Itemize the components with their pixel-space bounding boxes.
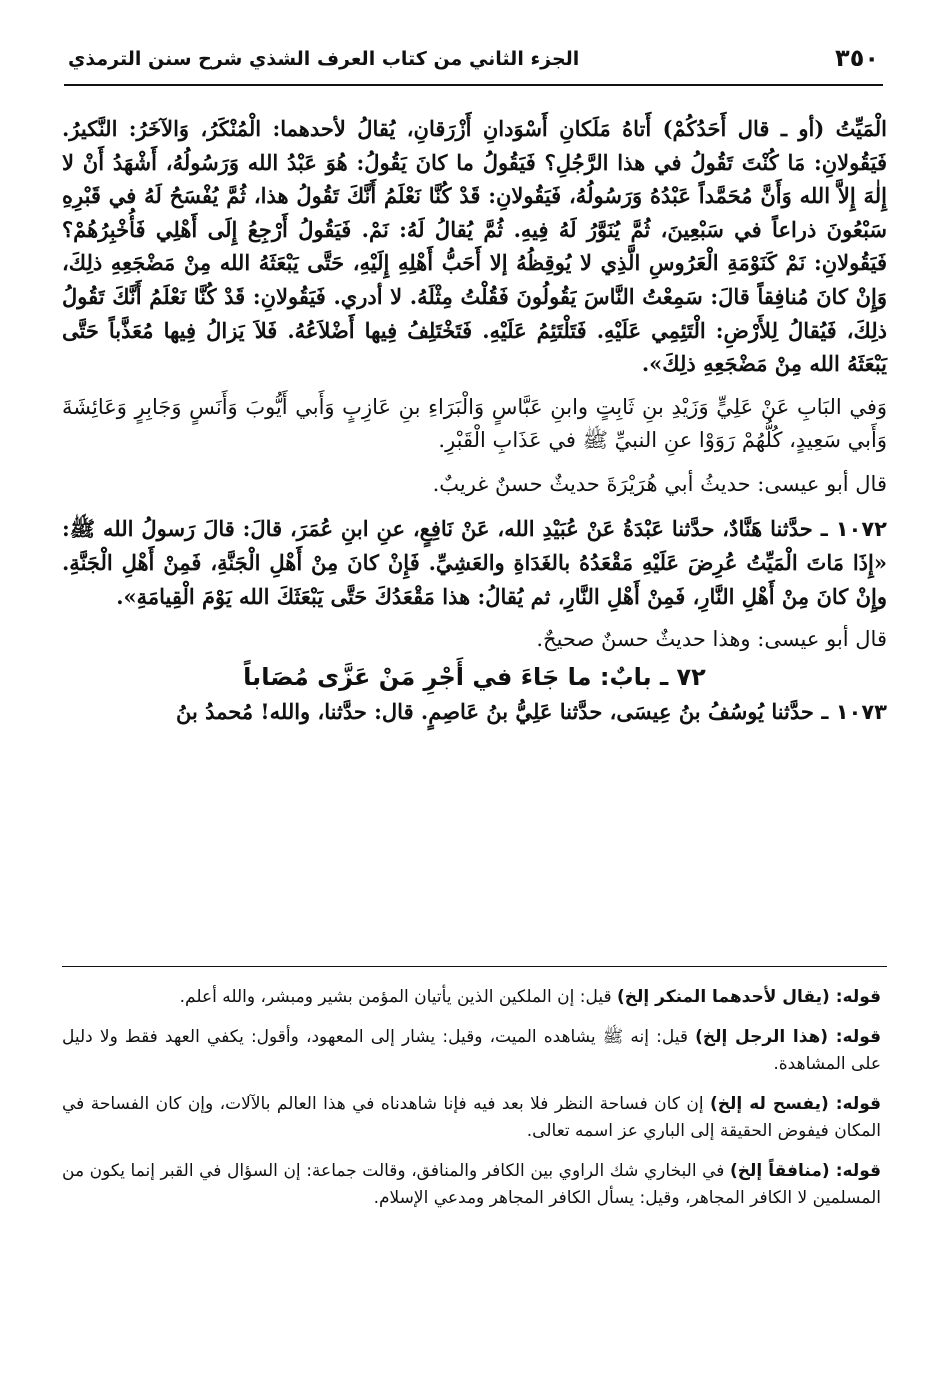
hadith-text: هَنَّادٌ، حدَّثنا عَبْدَةُ عَنْ عُبَيْدِ الله، عَنْ نَافِعٍ، عنِ ابنِ عُمَرَ، قالَ: قالَ رَسولُ الله ﷺ: «إِذَا مَاتَ الْمَيِّتُ عُرِضَ عَلَيْهِ مَقْعَدُهُ بالغَدَاةِ والعَشِيِّ. فَإِنْ كانَ مِنْ أَهْلِ الْجَنَّةِ، فَمِنْ أَهْلِ الْجَنَّةِ. وإِنْ كانَ مِنْ أَهْلِ النَّارِ، فَمِنْ أَهْلِ النَّارِ، ثم يُقالُ: هذا مَقْعَدُكَ حَتَّى يَبْعَثَكَ الله يَوْمَ الْقِيامَةِ». bbox=[62, 515, 887, 609]
hadith-1073 bbox=[62, 695, 887, 730]
hadith-continuation: الْمَيِّتُ (أو ـ قال أَحَدُكُمْ) أَتاهُ مَلَكانِ أَسْوَدانِ أَزْرَقانِ، يُقالُ لأحدهما: الْمُنْكَرُ، وَالآخَرُ: النَّكيرُ. فَيَقُولانِ: مَا كُنْتَ تَقُولُ في هذا الرَّجُلِ؟ فَيَقُولُ ما كانَ يَقُولُ: هُوَ عَبْدُ الله وَرَسُولُهُ، أَشْهَدُ أَنْ لا إِلٰهَ إِلاَّ الله وَأَنَّ مُحَمَّداً عَبْدُهُ وَرَسُولُهُ، فَيَقُولانِ: قَدْ كُنَّا نَعْلَمُ أَنَّكَ تَقُولُ هذا، ثُمَّ يُفْسَحُ لَهُ في قَبْرِهِ سَبْعُونَ ذراعاً في سَبْعِينَ، ثُمَّ يُنَوَّرُ لَهُ فِيهِ. ثُمَّ يُقالُ لَهُ: نَمْ. فَيَقُولُ أَرْجِعُ إِلَى أَهْلِي فَأُخْبِرُهُمْ؟ فَيَقُولانِ: نَمْ كَنَوْمَةِ الْعَرُوسِ الَّذِي لا يُوقِظُهُ إلا أَحَبُّ أَهْلِهِ إِلَيْهِ، حَتَّى يَبْعَثَهُ الله مِنْ مَضْجَعِهِ ذلِكَ، وَإِنْ كانَ مُنافِقاً قالَ: سَمِعْتُ النَّاسَ يَقُولُونَ فَقُلْتُ مِثْلَهُ. لا أدري. فَيَقُولانِ: قَدْ كُنَّا نَعْلَمُ أَنَّكَ تَقُولُ ذلِكَ، فَيُقالُ لِلأَرْضِ: الْتَئِمِي عَلَيْهِ. فَتَلْتَئِمُ عَلَيْهِ. فَتَخْتَلِفُ فِيها أَضْلاَعُهُ. فَلاَ يَزالُ فِيها مُعَذَّباً حَتَّى يَبْعَثَهُ الله مِنْ مَضْجَعِهِ ذلِكَ». bbox=[62, 116, 887, 377]
commentary-note bbox=[62, 1091, 881, 1146]
running-title: الجزء الثاني من كتاب العرف الشذي شرح سنن الترمذي bbox=[68, 48, 580, 70]
page-header bbox=[64, 40, 883, 86]
hadith-lead-word: حدَّثنا bbox=[770, 515, 813, 541]
note-lead: قوله: (منافقاً إلخ) bbox=[729, 1160, 881, 1181]
commentary-note bbox=[62, 1158, 881, 1213]
hadith-lead-word: حدَّثنا bbox=[771, 698, 814, 724]
note-text: إن كان فساحة النظر فلا بعد فيه فإنا شاهدناه في هذا العالم بالآلات، وإن كان الفساحة في المكان فيفوض الحقيقة إلى الباري عز اسمه تعالى. bbox=[62, 1093, 881, 1142]
note-lead: قوله: (يقال لأحدهما المنكر إلخ) bbox=[616, 987, 881, 1007]
chapter-references: وَفي البَابِ عَنْ عَلِيٍّ وَزَيْدِ بنِ ثَابِتٍ وابنِ عَبَّاسٍ وَالْبَرَاءِ بنِ عَازِبٍ وَأَبي أَيُّوبَ وَأَنَسٍ وَجَابِرٍ وَعَائِشَةَ وَأَبي سَعِيدٍ، كُلُّهُمْ رَوَوْا عنِ النبيِّ ﷺ في عَذَابِ الْقَبْرِ. bbox=[62, 394, 887, 453]
hadith-text: يُوسُفُ بنُ عِيسَى، حدَّثنا عَلِيُّ بنُ عَاصِمٍ. قال: حدَّثنا، والله! مُحمدُ بنُ bbox=[175, 698, 764, 724]
chapter-title: ٧٢ ـ بابٌ: ما جَاءَ في أَجْرِ مَنْ عَزَّى مُصَاباً bbox=[243, 662, 706, 691]
note-text: في البخاري شك الراوي بين الكافر والمنافق، وقالت جماعة: إن السؤال في القبر إنما يكون من المسلمين لا الكافر المجاهر، وقيل: يسأل الكافر المجاهر ومدعي الإسلام. bbox=[62, 1160, 881, 1209]
note-text: قيل: إن الملكين الذين يأتيان المؤمن بشير ومبشر، والله أعلم. bbox=[179, 987, 612, 1007]
commentary-notes bbox=[62, 984, 881, 1225]
main-text bbox=[62, 112, 887, 730]
hadith-1072 bbox=[62, 512, 887, 614]
footnote-divider bbox=[62, 966, 887, 967]
grading-note: قال أبو عيسى: وهذا حديثٌ حسنٌ صحيحٌ. bbox=[536, 627, 887, 652]
grading-note: قال أبو عيسى: حديثُ أبي هُرَيْرَةَ حديثٌ حسنٌ غريبٌ. bbox=[432, 471, 887, 496]
commentary-note bbox=[62, 984, 881, 1012]
note-text: قيل: إنه ﷺ يشاهده الميت، وقيل: يشار إلى المعهود، وأقول: يكفي العهد فقط ولا دليل على المشاهدة. bbox=[62, 1026, 881, 1075]
page-number: ٣٥٠ bbox=[835, 44, 879, 72]
note-lead: قوله: (هذا الرجل إلخ) bbox=[695, 1026, 881, 1047]
hadith-number: ١٠٧٢ ـ bbox=[820, 516, 887, 541]
note-lead: قوله: (يفسح له إلخ) bbox=[710, 1093, 881, 1114]
commentary-note bbox=[62, 1024, 881, 1079]
hadith-number: ١٠٧٣ ـ bbox=[821, 699, 887, 724]
